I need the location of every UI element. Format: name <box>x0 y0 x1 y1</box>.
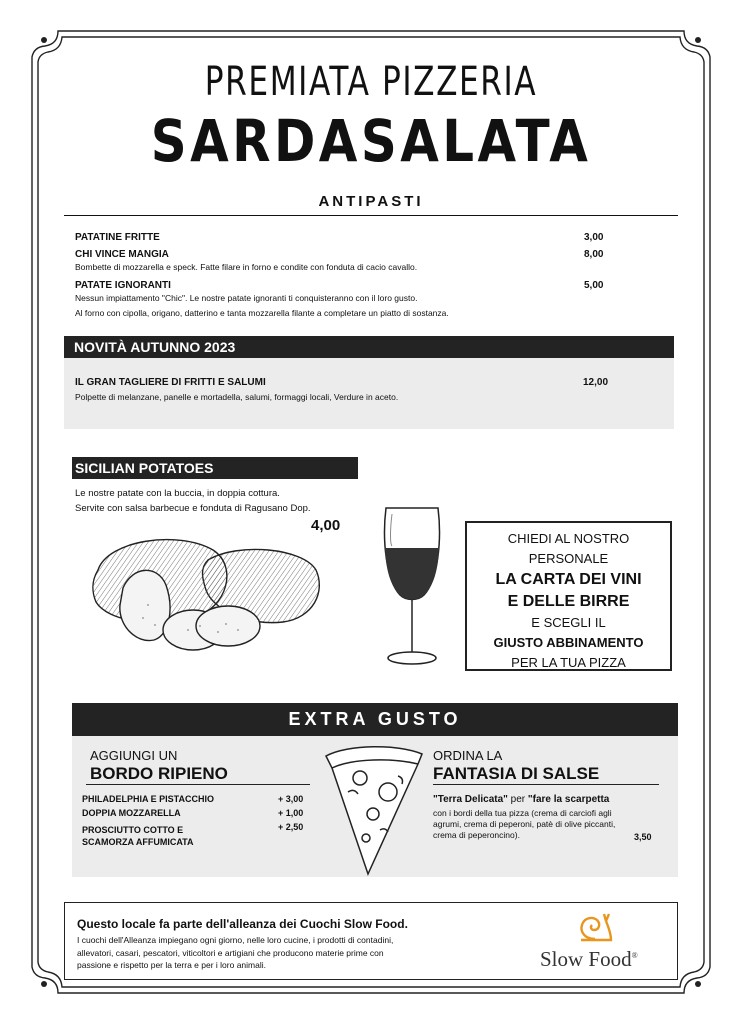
slow-food-description <box>77 934 393 972</box>
restaurant-name: SARDASALATA <box>150 107 592 175</box>
salse-heading-small: ORDINA LA <box>433 748 503 763</box>
wine-glass-illustration <box>376 500 446 670</box>
salse-item-title <box>433 794 609 805</box>
salse-heading: FANTASIA DI SALSE <box>433 764 600 783</box>
item-price: 8,00 <box>584 249 604 260</box>
salse-bold-2: "fare la scarpetta <box>527 794 610 805</box>
wine-box-line: LA CARTA DEI VINI <box>495 571 642 588</box>
slow-food-title: Questo locale fa parte dell'alleanza dei Cuochi Slow Food. <box>77 917 408 931</box>
slow-food-logo-mark: ® <box>631 951 638 960</box>
salse-desc-line: crema di peperoncino). <box>433 830 520 840</box>
slow-food-box <box>64 902 678 980</box>
extra-item-price: + 1,00 <box>278 808 304 818</box>
salse-desc-line: agrumi, crema di peperoni, patè di olive piccanti, <box>433 819 616 829</box>
extra-gusto-title: EXTRA GUSTO <box>72 703 678 736</box>
extra-item-price: + 2,50 <box>278 822 304 832</box>
pizza-slice-illustration <box>318 742 428 882</box>
slow-food-desc-line: allevatori, casari, pescatori, viticoltori e artigiani che producono materie prime con <box>77 947 384 958</box>
menu-item <box>75 249 615 275</box>
novita-title: NOVITÀ AUTUNNO 2023 <box>64 336 674 358</box>
bordo-heading-small: AGGIUNGI UN <box>90 748 178 763</box>
extra-item-name: PHILADELPHIA E PISTACCHIO <box>82 794 215 804</box>
salse-description <box>433 808 615 841</box>
salse-price: 3,50 <box>634 832 652 842</box>
sicilian-desc-line: Servite con salsa barbecue e fonduta di Ragusano Dop. <box>75 503 311 514</box>
item-description: Bombette di mozzarella e speck. Fatte filare in forno e condite con fonduta di cacio cavallo. <box>75 262 418 272</box>
wine-box-line: GIUSTO ABBINAMENTO <box>493 635 644 650</box>
antipasti-divider <box>64 215 678 216</box>
wine-box-line: PER LA TUA PIZZA <box>511 655 626 670</box>
sicilian-title: SICILIAN POTATOES <box>72 457 358 479</box>
item-price: 3,00 <box>584 232 604 243</box>
sicilian-desc-line: Le nostre patate con la buccia, in doppia cottura. <box>75 488 280 499</box>
extra-item-name-line: SCAMORZA AFFUMICATA <box>82 837 194 847</box>
wine-box-line: PERSONALE <box>528 551 609 566</box>
extra-item-name-line: PROSCIUTTO COTTO E <box>82 825 184 835</box>
slow-food-desc-line: passione e rispetto per la terra e per i loro animali. <box>77 960 266 970</box>
slow-food-logo <box>540 947 638 972</box>
wine-box-line: E SCEGLI IL <box>531 615 606 630</box>
item-description: Al forno con cipolla, origano, datterino e tanta mozzarella filante a completare un piatto di sostanza. <box>75 308 449 318</box>
item-price: 12,00 <box>583 377 609 388</box>
menu-item <box>75 232 615 243</box>
menu-item <box>75 280 615 321</box>
sicilian-description <box>75 486 311 516</box>
item-price: 5,00 <box>584 280 604 291</box>
wine-list-box <box>465 521 672 671</box>
item-name: PATATE IGNORANTI <box>75 280 171 291</box>
header-subtitle: PREMIATA PIZZERIA <box>204 59 538 105</box>
slow-food-snail-icon <box>575 909 615 945</box>
slow-food-desc-line: I cuochi dell'Alleanza impiegano ogni giorno, nelle loro cucine, i prodotti di contadini, <box>77 935 394 945</box>
extra-item-name <box>82 824 193 848</box>
bordo-divider <box>86 784 310 785</box>
item-name: CHI VINCE MANGIA <box>75 249 169 260</box>
slow-food-logo-text: Slow Food <box>540 947 632 971</box>
potatoes-illustration <box>88 530 328 660</box>
salse-per: per <box>507 794 528 805</box>
salse-divider <box>433 784 659 785</box>
item-description: Nessun impiattamento "Chic". Le nostre patate ignoranti ti conquisteranno con il loro gusto. <box>75 293 418 303</box>
sicilian-price: 4,00 <box>311 517 341 534</box>
salse-bold-1: "Terra Delicata" <box>433 794 508 805</box>
item-name: IL GRAN TAGLIERE DI FRITTI E SALUMI <box>75 377 266 388</box>
item-name: PATATINE FRITTE <box>75 232 160 243</box>
wine-box-line: CHIEDI AL NOSTRO <box>507 531 630 546</box>
salse-desc-line: con i bordi della tua pizza (crema di carciofi agli <box>433 808 612 818</box>
extra-item-price: + 3,00 <box>278 794 304 804</box>
menu-header <box>0 60 742 174</box>
antipasti-title: ANTIPASTI <box>318 193 424 210</box>
extra-item-name: DOPPIA MOZZARELLA <box>82 808 181 818</box>
menu-item <box>75 377 615 405</box>
item-description: Polpette di melanzane, panelle e mortadella, salumi, formaggi locali, Verdure in aceto. <box>75 392 399 402</box>
bordo-heading: BORDO RIPIENO <box>90 764 228 783</box>
wine-box-line: E DELLE BIRRE <box>507 593 630 610</box>
